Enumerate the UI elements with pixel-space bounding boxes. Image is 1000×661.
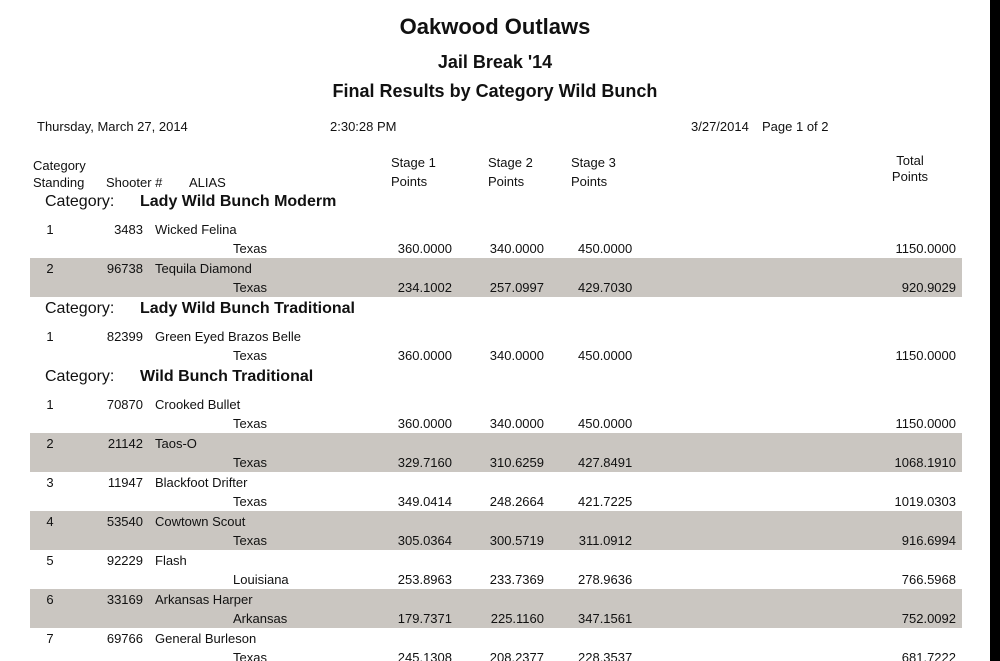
row-stage2-points: 257.0997 <box>489 280 544 295</box>
row-shooter-number: 82399 <box>106 329 143 344</box>
row-stage2-points: 300.5719 <box>489 533 544 548</box>
row-total-points: 752.0092 <box>901 611 956 626</box>
row-stage1-points: 179.7371 <box>397 611 452 626</box>
result-row <box>30 472 962 511</box>
row-shooter-number: 21142 <box>107 436 143 451</box>
print-time: 2:30:28 PM <box>330 119 397 134</box>
row-standing: 1 <box>46 222 54 237</box>
header-stage2 <box>488 153 533 191</box>
row-stage1-points: 245.1308 <box>397 650 452 661</box>
header-total-line2: Points <box>891 169 929 184</box>
row-stage2-points: 340.0000 <box>489 348 544 363</box>
header-standing <box>33 157 86 191</box>
row-standing: 1 <box>46 397 54 412</box>
row-stage1-points: 360.0000 <box>397 241 452 256</box>
row-stage3-points: 278.9636 <box>578 572 633 587</box>
header-total-line1: Total <box>896 153 924 168</box>
report-club-title: Oakwood Outlaws <box>399 14 591 39</box>
row-shooter-number: 53540 <box>106 514 143 529</box>
header-stage2-line2: Points <box>488 174 525 189</box>
header-standing-line2: Standing <box>33 175 85 190</box>
header-stage3 <box>571 153 616 191</box>
row-stage1-points: 253.8963 <box>397 572 452 587</box>
row-total-points: 766.5968 <box>901 572 956 587</box>
category-label: Category: <box>45 300 115 317</box>
row-alias: Arkansas Harper <box>155 592 253 607</box>
row-stage2-points: 225.1160 <box>490 611 544 626</box>
row-stage2-points: 340.0000 <box>489 241 544 256</box>
row-alias: Taos-O <box>155 436 197 451</box>
result-row <box>30 550 962 589</box>
print-date: Thursday, March 27, 2014 <box>37 119 188 134</box>
header-total <box>880 153 940 185</box>
row-total-points: 1150.0000 <box>895 241 956 256</box>
row-total-points: 920.9029 <box>901 280 956 295</box>
result-row <box>30 219 962 258</box>
result-row <box>30 511 962 550</box>
row-stage3-points: 228.3537 <box>578 650 633 661</box>
row-stage3-points: 450.0000 <box>578 348 633 363</box>
row-standing: 4 <box>46 514 54 529</box>
row-total-points: 681.7222 <box>901 650 956 661</box>
result-row <box>30 258 962 297</box>
row-stage2-points: 310.6259 <box>489 455 544 470</box>
category-name: Lady Wild Bunch Traditional <box>140 300 355 317</box>
row-stage1-points: 305.0364 <box>397 533 452 548</box>
header-shooter: Shooter # <box>106 175 163 190</box>
result-row <box>30 589 962 628</box>
row-alias: Wicked Felina <box>155 222 237 237</box>
row-shooter-number: 33169 <box>106 592 143 607</box>
print-date-short: 3/27/2014 <box>691 119 749 134</box>
row-stage3-points: 450.0000 <box>578 416 633 431</box>
row-shooter-number: 11947 <box>107 475 143 490</box>
row-stage1-points: 360.0000 <box>397 348 452 363</box>
row-stage3-points: 429.7030 <box>578 280 633 295</box>
header-stage3-line1: Stage 3 <box>571 155 616 170</box>
row-standing: 1 <box>46 329 54 344</box>
result-row <box>30 394 962 433</box>
row-state: Arkansas <box>233 611 288 626</box>
report-event-title: Jail Break '14 <box>437 52 553 72</box>
report-subtitle: Final Results by Category Wild Bunch <box>332 81 658 101</box>
header-stage1-line2: Points <box>391 174 428 189</box>
row-stage1-points: 329.7160 <box>397 455 452 470</box>
result-row <box>30 628 962 661</box>
row-stage1-points: 349.0414 <box>397 494 452 509</box>
header-stage3-line2: Points <box>571 174 608 189</box>
row-standing: 2 <box>46 436 54 451</box>
category-name: Lady Wild Bunch Moderm <box>140 193 337 210</box>
category-name: Wild Bunch Traditional <box>140 368 314 385</box>
row-shooter-number: 70870 <box>106 397 143 412</box>
row-alias: Crooked Bullet <box>155 397 241 412</box>
header-stage1 <box>391 153 436 191</box>
header-alias: ALIAS <box>189 175 226 190</box>
result-row <box>30 433 962 472</box>
row-alias: Blackfoot Drifter <box>155 475 248 490</box>
row-total-points: 1019.0303 <box>894 494 956 509</box>
row-standing: 6 <box>46 592 54 607</box>
row-total-points: 916.6994 <box>901 533 956 548</box>
row-state: Texas <box>233 280 267 295</box>
result-row <box>30 326 962 365</box>
row-stage3-points: 347.1561 <box>578 611 633 626</box>
page-indicator: Page 1 of 2 <box>762 119 829 134</box>
row-total-points: 1068.1910 <box>894 455 956 470</box>
row-standing: 2 <box>46 261 54 276</box>
row-total-points: 1150.0000 <box>895 416 956 431</box>
row-stage1-points: 234.1002 <box>397 280 452 295</box>
category-label: Category: <box>45 193 115 210</box>
row-standing: 3 <box>46 475 54 490</box>
row-state: Texas <box>233 416 267 431</box>
category-heading <box>45 300 355 318</box>
row-standing: 7 <box>46 631 54 646</box>
row-total-points: 1150.0000 <box>895 348 956 363</box>
row-stage3-points: 450.0000 <box>578 241 633 256</box>
row-alias: Tequila Diamond <box>155 261 252 276</box>
row-state: Texas <box>233 348 267 363</box>
row-shooter-number: 3483 <box>114 222 143 237</box>
row-alias: Green Eyed Brazos Belle <box>155 329 301 344</box>
row-stage3-points: 421.7225 <box>578 494 633 509</box>
row-stage2-points: 340.0000 <box>489 416 544 431</box>
row-alias: General Burleson <box>155 631 257 646</box>
row-alias: Flash <box>155 553 187 568</box>
window-edge <box>990 0 1000 661</box>
header-stage1-line1: Stage 1 <box>391 155 436 170</box>
header-stage2-line1: Stage 2 <box>488 155 533 170</box>
row-shooter-number: 92229 <box>106 553 143 568</box>
row-standing: 5 <box>46 553 54 568</box>
category-label: Category: <box>45 368 115 385</box>
row-stage3-points: 311.0912 <box>578 533 632 548</box>
row-stage2-points: 233.7369 <box>489 572 544 587</box>
row-stage3-points: 427.8491 <box>578 455 633 470</box>
row-shooter-number: 69766 <box>106 631 143 646</box>
row-state: Texas <box>233 650 267 661</box>
header-standing-line1: Category <box>33 158 86 173</box>
row-alias: Cowtown Scout <box>155 514 246 529</box>
row-stage1-points: 360.0000 <box>397 416 452 431</box>
row-stage2-points: 208.2377 <box>489 650 544 661</box>
row-state: Texas <box>233 533 267 548</box>
row-shooter-number: 96738 <box>106 261 143 276</box>
row-state: Texas <box>233 455 267 470</box>
row-state: Texas <box>233 494 267 509</box>
category-heading <box>45 368 313 386</box>
row-stage2-points: 248.2664 <box>489 494 544 509</box>
category-heading <box>45 193 336 211</box>
row-state: Texas <box>233 241 267 256</box>
row-state: Louisiana <box>233 572 289 587</box>
